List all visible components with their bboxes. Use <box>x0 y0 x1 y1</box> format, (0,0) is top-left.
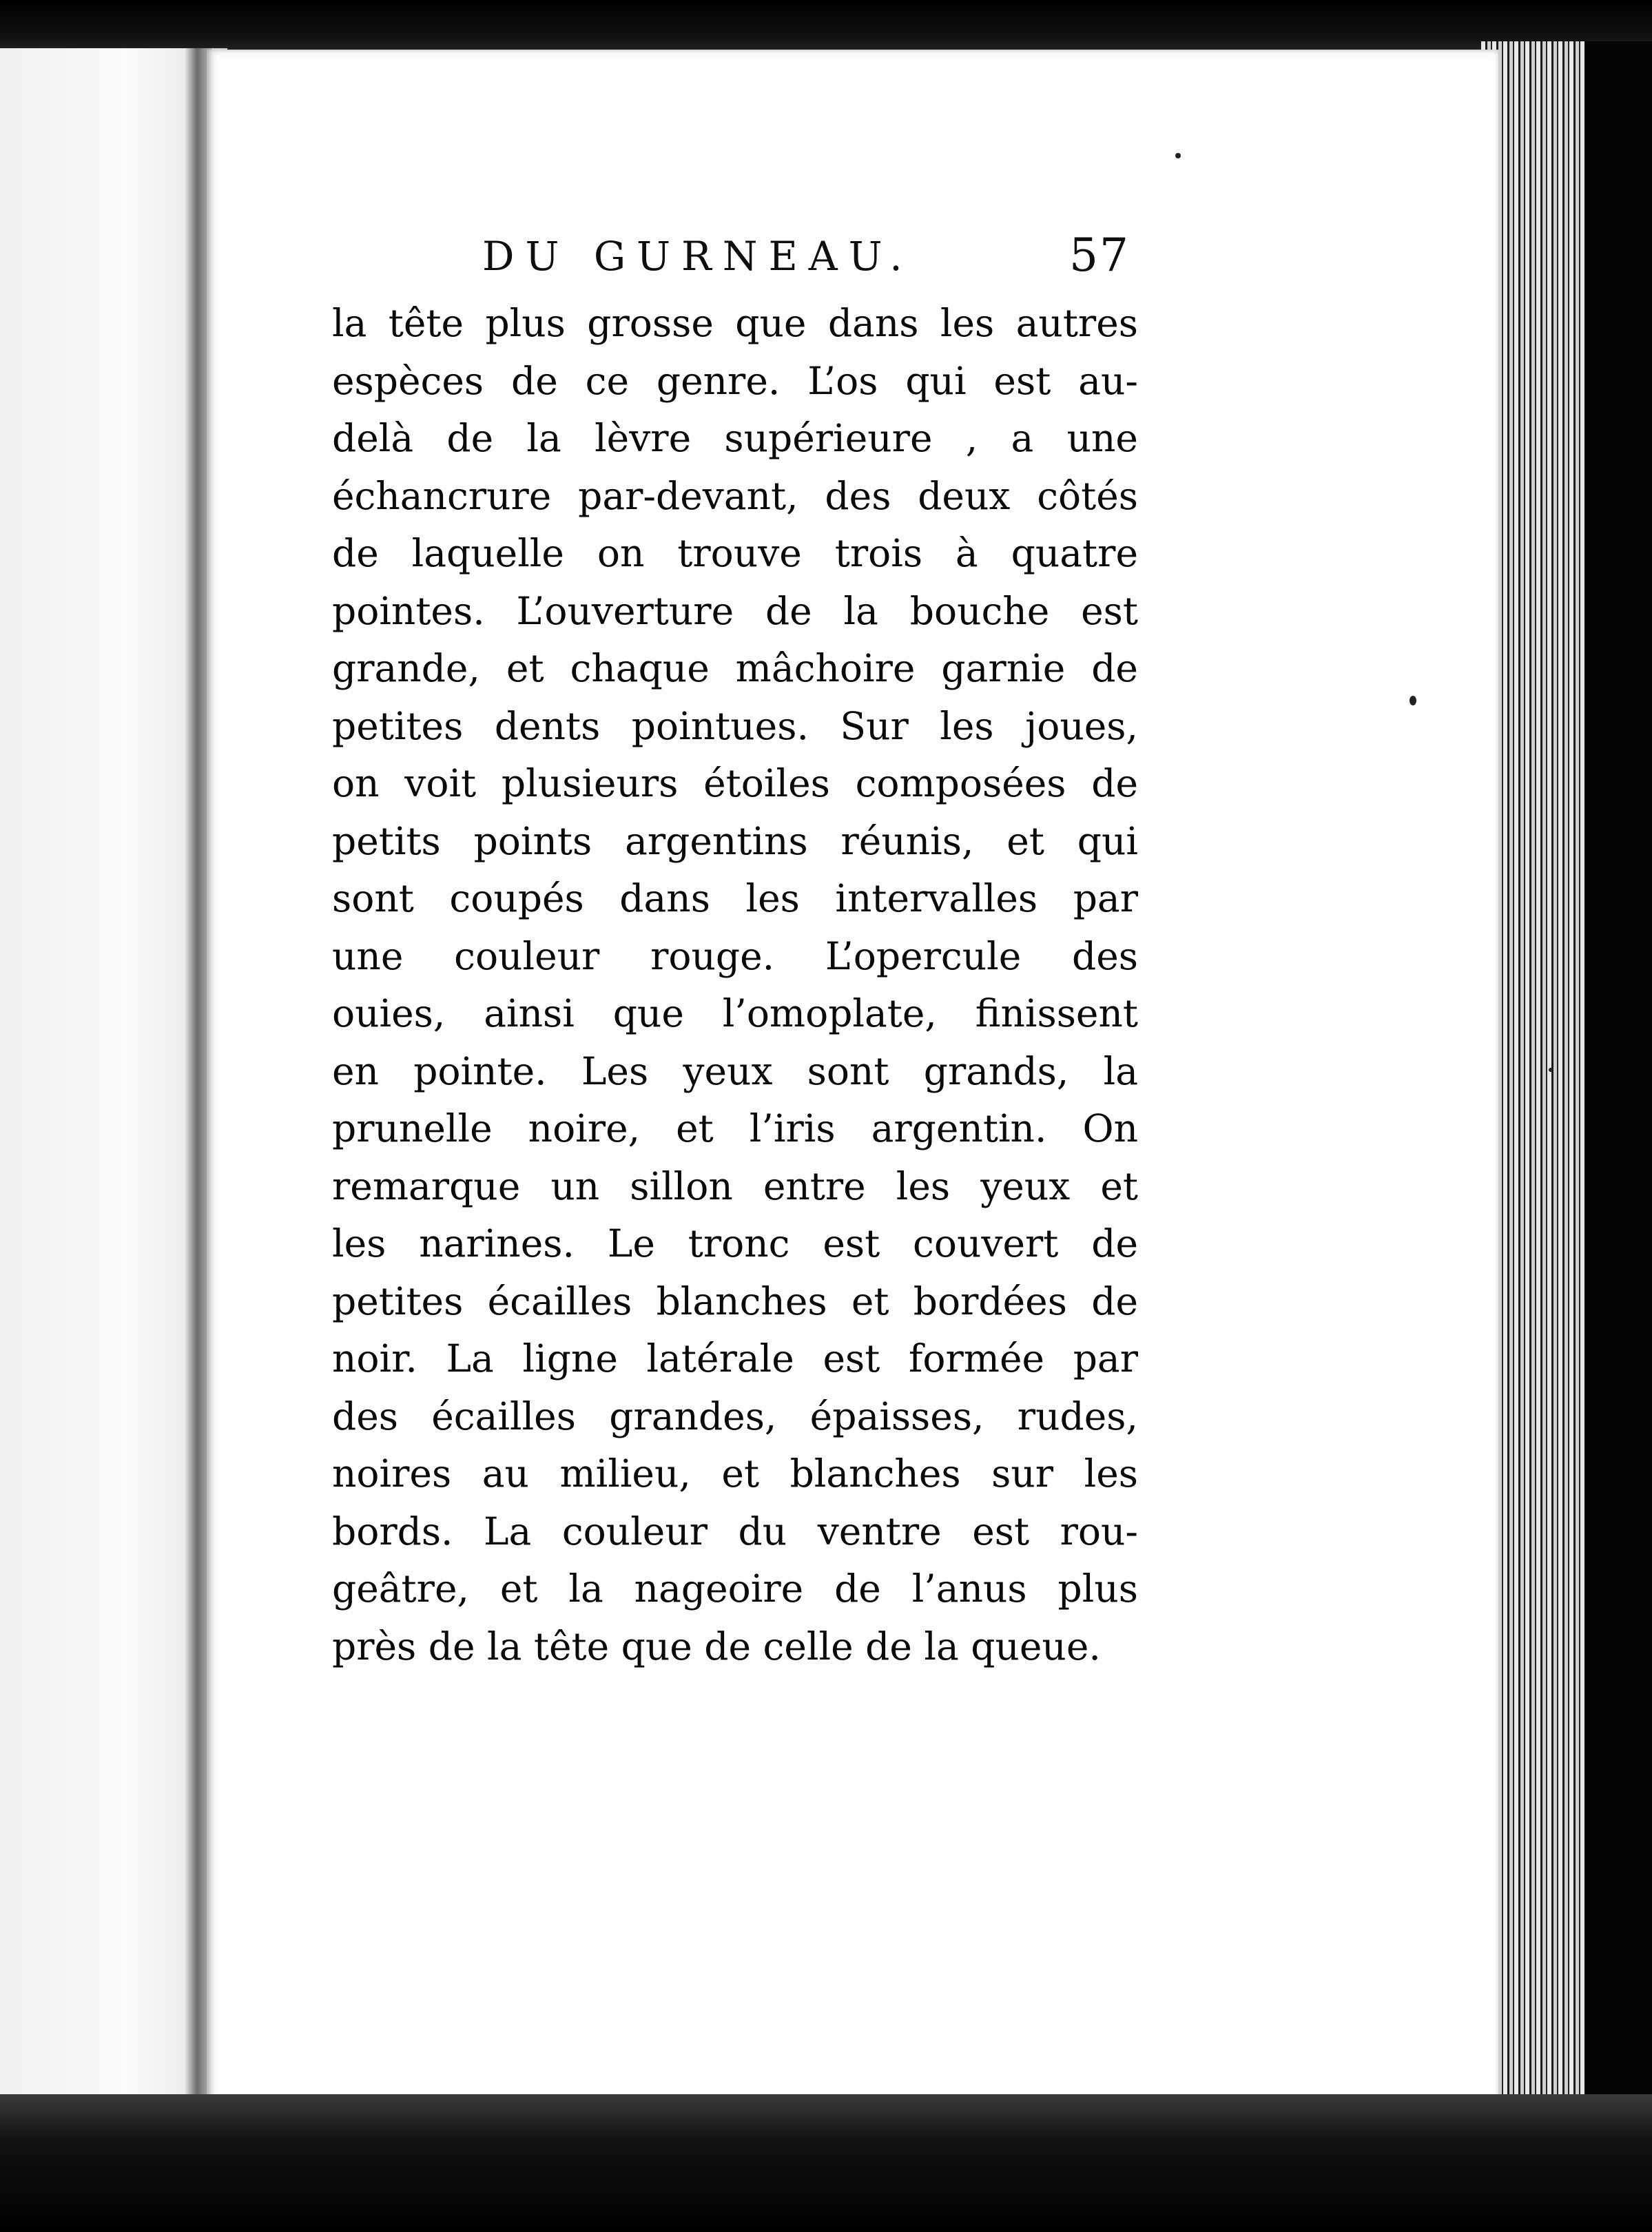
text-line: espèces de ce genre. L’os qui est au- <box>332 358 1138 403</box>
text-line: les narines. Le tronc est couvert de <box>332 1221 1138 1265</box>
text-line: geâtre, et la nageoire de l’anus plus <box>332 1567 1138 1611</box>
text-line: remarque un sillon entre les yeux et <box>332 1164 1138 1208</box>
dust-speck <box>1549 1068 1553 1072</box>
text-line: en pointe. Les yeux sont grands, la <box>332 1048 1138 1093</box>
scan-top-border <box>0 0 1652 55</box>
text-line: prunelle noire, et l’iris argentin. On <box>332 1106 1138 1150</box>
text-line: noir. La ligne latérale est formée par <box>332 1336 1138 1381</box>
text-line: delà de la lèvre supérieure , a une <box>332 416 1138 460</box>
text-line: de laquelle on trouve trois à quatre <box>332 531 1138 575</box>
body-text <box>332 295 1138 1675</box>
text-line: la tête plus grosse que dans les autres <box>332 301 1138 345</box>
running-title: DU GURNEAU. <box>482 233 913 280</box>
text-line: on voit plusieurs étoiles composées de <box>332 761 1138 805</box>
scan-bottom-border <box>0 2094 1652 2232</box>
dust-speck <box>1410 696 1416 705</box>
text-line: petits points argentins réunis, et qui <box>332 818 1138 863</box>
text-line: sont coupés dans les intervalles par <box>332 876 1138 920</box>
text-line: ouies, ainsi que l’omoplate, finissent <box>332 991 1138 1035</box>
right-scan-border <box>1584 41 1652 2108</box>
text-line: des écailles grandes, épaisses, rudes, <box>332 1394 1138 1438</box>
running-head <box>482 229 1130 288</box>
text-line: grande, et chaque mâchoire garnie de <box>332 646 1138 690</box>
text-line: petites dents pointues. Sur les joues, <box>332 703 1138 748</box>
dust-speck <box>1175 153 1181 158</box>
page-number: 57 <box>1069 229 1130 282</box>
text-line: échancrure par-devant, des deux côtés <box>332 473 1138 518</box>
text-line: pointes. L’ouverture de la bouche est <box>332 588 1138 633</box>
text-line: une couleur rouge. L’opercule des <box>332 933 1138 978</box>
text-line: noires au milieu, et blanches sur les <box>332 1451 1138 1496</box>
text-line: près de la tête que de celle de la queue. <box>332 1624 1101 1668</box>
text-line: petites écailles blanches et bordées de <box>332 1279 1138 1323</box>
text-line: bords. La couleur du ventre est rou- <box>332 1509 1138 1553</box>
